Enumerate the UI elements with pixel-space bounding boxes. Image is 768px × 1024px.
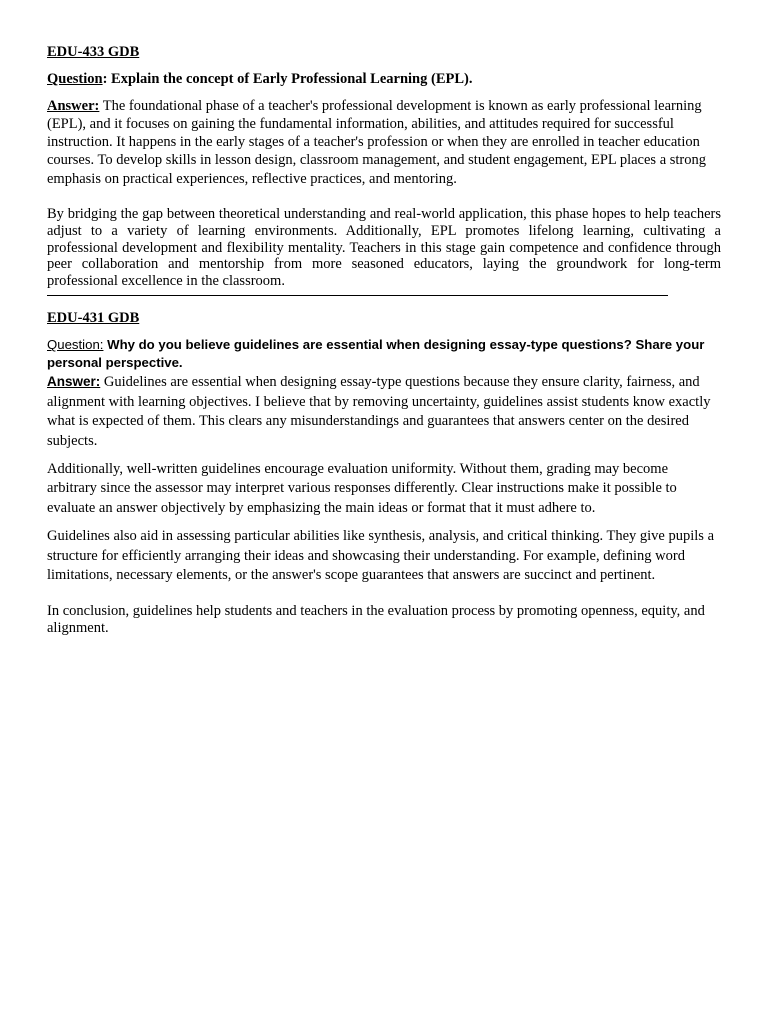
section-divider [47, 295, 668, 296]
section2-conclusion: In conclusion, guidelines help students and teachers in the evaluation process by promoting openness, equity, and alignment. [47, 603, 705, 637]
section2-question-label: Question: [47, 337, 104, 353]
section2-answer-label: Answer: [47, 374, 101, 390]
section1-paragraph2: By bridging the gap between theoretical understanding and real-world application, this phase hopes to help teachers adjust to a variety of learning environments. Additionally, EPL promotes lifelong learning, cultivating a professional development and flexibility mentality. Teachers in this stage gain competence and confidence through peer collaboration and mentorship from more seasoned educators, laying the groundwork for long-term professional excellence in the classroom. [47, 206, 721, 290]
section2-paragraph3: Guidelines also aid in assessing particular abilities like synthesis, analysis, and critical thinking. They give pupils a structure for efficiently arranging their ideas and showcasing their understanding. For example, defining word limitations, necessary elements, or the answer's scope guarantees that answers are succinct and pertinent. [47, 528, 715, 584]
section1-question [47, 70, 721, 88]
section1-answer-text: The foundational phase of a teacher's professional development is known as early professional learning (EPL), and it focuses on gaining the fundamental information, abilities, and attitudes required for successful instruction. It happens in the early stages of a teacher's profession or when they are enrolled in teacher education courses. To develop skills in lesson design, classroom management, and student engagement, EPL places a strong emphasis on practical experiences, reflective practices, and mentoring. [47, 97, 706, 187]
section1-question-text: : Explain the concept of Early Professional Learning (EPL). [102, 71, 473, 88]
section2-heading: EDU-431 GDB [47, 310, 140, 327]
document-page [47, 43, 721, 637]
section1-question-label: Question [47, 71, 103, 88]
section1-answer [47, 97, 721, 188]
section2-answer [47, 372, 721, 451]
section2-answer-text: Guidelines are essential when designing essay-type questions because they ensure clarity, fairness, and alignment with learning objectives. I believe that by removing uncertainty, guidelines assist students know exactly what is expected of them. This clears any misunderstandings and guarantees that answers center on the desired subjects. [47, 374, 711, 449]
section1-heading: EDU-433 GDB [47, 44, 140, 60]
section1-answer-label: Answer: [47, 97, 100, 114]
section2-paragraph2: Additionally, well-written guidelines encourage evaluation uniformity. Without them, grading may become arbitrary since the assessor may interpret various responses differently. Clear instructions make it possible to evaluate an answer objectively by emphasizing the main ideas or format that it must adhere to. [47, 460, 677, 516]
section2-question-text: Why do you believe guidelines are essential when designing essay-type questions? Share your personal perspective. [47, 337, 705, 371]
section2-question [47, 336, 721, 372]
